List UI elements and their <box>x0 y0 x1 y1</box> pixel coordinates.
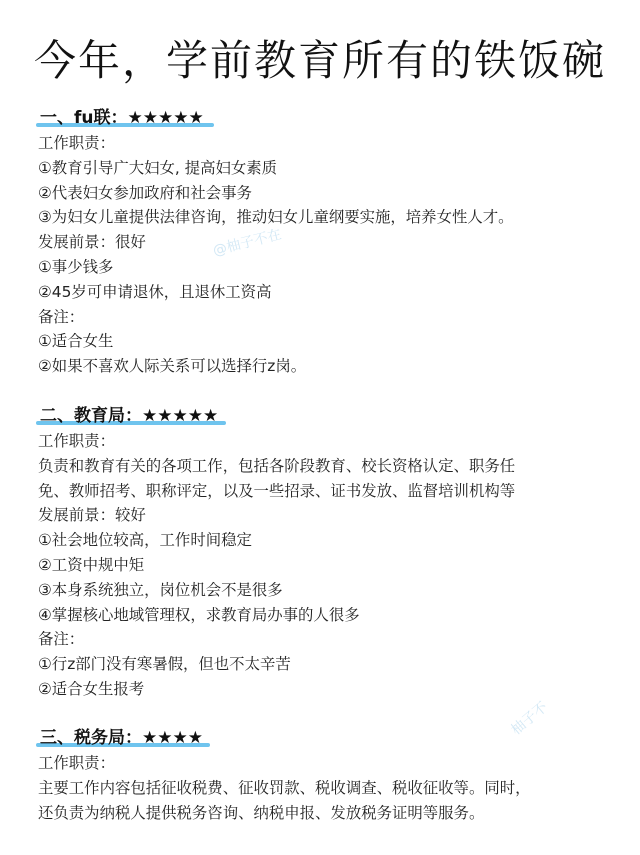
text-line: 备注： <box>38 307 85 326</box>
text-line: ①社会地位较高，工作时间稳定 <box>38 531 252 550</box>
text-line: ①适合女生 <box>38 332 114 351</box>
text-line: ①行z部门没有寒暑假，但也不太辛苦 <box>38 655 291 674</box>
text-line: ②如果不喜欢人际关系可以选择行z岗。 <box>38 357 307 376</box>
text-line: 免、教师招考、职称评定，以及一些招录、证书发放、监督培训机构等 <box>38 481 516 500</box>
text-line: 负责和教育有关的各项工作，包括各阶段教育、校长资格认定、职务任 <box>38 456 516 475</box>
section-education-bureau <box>38 401 608 702</box>
text-line: ③为妇女儿童提供法律咨询，推动妇女儿童纲要实施，培养女性人才。 <box>38 208 514 227</box>
text-line: ②适合女生报考 <box>38 679 145 698</box>
text-line: 工作职责： <box>38 134 115 152</box>
section-heading-text: 一、fu联：★★★★★ <box>40 108 204 128</box>
text-line: 工作职责： <box>38 754 115 772</box>
section-fulian <box>38 103 608 379</box>
section-heading-text: 三、税务局：★★★★ <box>40 728 203 748</box>
text-line: 主要工作内容包括征收税费、征收罚款、税收调查、税收征收等。同时， <box>38 778 531 797</box>
section-heading-text: 二、教育局：★★★★★ <box>40 406 219 426</box>
text-line: ②工资中规中矩 <box>38 555 145 574</box>
watermark-2: 柚子不 <box>508 699 551 739</box>
text-line: ②45岁可申请退休，且退休工资高 <box>38 282 272 301</box>
text-line: ①事少钱多 <box>38 257 114 276</box>
section-tax-bureau <box>38 723 608 825</box>
text-line: 发展前景：很好 <box>38 233 146 252</box>
text-line: ④掌握核心地域管理权，求教育局办事的人很多 <box>38 605 360 624</box>
text-line: 还负责为纳税人提供税务咨询、纳税申报、发放税务证明等服务。 <box>38 803 485 822</box>
text-line: 工作职责： <box>38 432 115 450</box>
text-line: 发展前景：较好 <box>38 506 146 525</box>
text-line: ③本身系统独立，岗位机会不是很多 <box>38 580 283 599</box>
section-heading <box>38 723 608 749</box>
watermark: @柚子不在 <box>211 226 284 260</box>
section-heading <box>38 401 608 427</box>
text-line: ①教育引导广大妇女, 提高妇女素质 <box>38 158 278 177</box>
text-line: 备注： <box>38 630 85 649</box>
section-heading <box>38 103 608 129</box>
text-line: ②代表妇女参加政府和社会事务 <box>38 183 252 202</box>
page-title: 今年，学前教育所有的铁饭碗 <box>33 36 606 85</box>
